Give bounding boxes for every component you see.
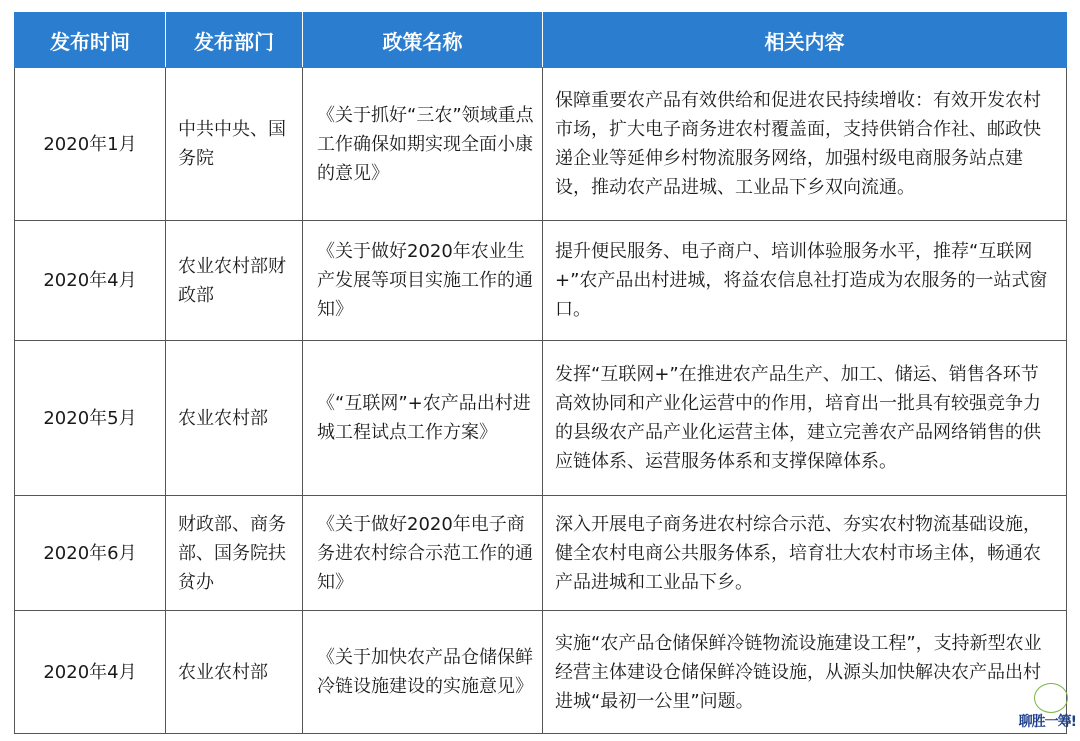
cell-dept: 农业农村部 — [166, 341, 303, 496]
header-date: 发布时间 — [15, 13, 166, 68]
cell-policy-name: 《关于做好2020年农业生产发展等项目实施工作的通知》 — [303, 221, 543, 341]
header-policy-name: 政策名称 — [303, 13, 543, 68]
cell-policy-name: 《关于抓好“三农”领域重点工作确保如期实现全面小康的意见》 — [303, 68, 543, 221]
cell-policy-name: 《关于加快农产品仓储保鲜冷链设施建设的实施意见》 — [303, 611, 543, 734]
table-row — [15, 341, 1067, 496]
header-dept: 发布部门 — [166, 13, 303, 68]
cell-content: 深入开展电子商务进农村综合示范、夯实农村物流基础设施，健全农村电商公共服务体系，培育壮大农村市场主体，畅通农产品进城和工业品下乡。 — [543, 496, 1067, 611]
cell-dept: 农业农村部 — [166, 611, 303, 734]
header-content: 相关内容 — [543, 13, 1067, 68]
cell-date: 2020年1月 — [15, 68, 166, 221]
cell-content: 保障重要农产品有效供给和促进农民持续增收：有效开发农村市场，扩大电子商务进农村覆盖面，支持供销合作社、邮政快递企业等延伸乡村物流服务网络，加强村级电商服务站点建设，推动农产品进城、工业品下乡双向流通。 — [543, 68, 1067, 221]
watermark-text: 聊胜一筹! — [1018, 714, 1076, 730]
cell-date: 2020年6月 — [15, 496, 166, 611]
policy-table — [14, 12, 1067, 734]
cell-content: 实施“农产品仓储保鲜冷链物流设施建设工程”，支持新型农业经营主体建设仓储保鲜冷链设施，从源头加快解决农产品出村进城“最初一公里”问题。 — [543, 611, 1067, 734]
cell-date: 2020年4月 — [15, 221, 166, 341]
table-row — [15, 611, 1067, 734]
table-header-row — [15, 13, 1067, 68]
cell-date: 2020年4月 — [15, 611, 166, 734]
cell-policy-name: 《“互联网”+农产品出村进城工程试点工作方案》 — [303, 341, 543, 496]
table-row — [15, 68, 1067, 221]
watermark-circle-icon — [1034, 683, 1068, 713]
cell-policy-name: 《关于做好2020年电子商务进农村综合示范工作的通知》 — [303, 496, 543, 611]
cell-dept: 中共中央、国务院 — [166, 68, 303, 221]
cell-dept: 农业农村部财政部 — [166, 221, 303, 341]
cell-content: 提升便民服务、电子商户、培训体验服务水平，推荐“互联网+”农产品出村进城，将益农信息社打造成为农服务的一站式窗口。 — [543, 221, 1067, 341]
watermark-logo — [1000, 683, 1076, 731]
table-row — [15, 221, 1067, 341]
cell-dept: 财政部、商务部、国务院扶贫办 — [166, 496, 303, 611]
table-row — [15, 496, 1067, 611]
cell-date: 2020年5月 — [15, 341, 166, 496]
cell-content: 发挥“互联网+”在推进农产品生产、加工、储运、销售各环节高效协同和产业化运营中的作用，培育出一批具有较强竞争力的县级农产品产业化运营主体，建立完善农产品网络销售的供应链体系、运营服务体系和支撑保障体系。 — [543, 341, 1067, 496]
